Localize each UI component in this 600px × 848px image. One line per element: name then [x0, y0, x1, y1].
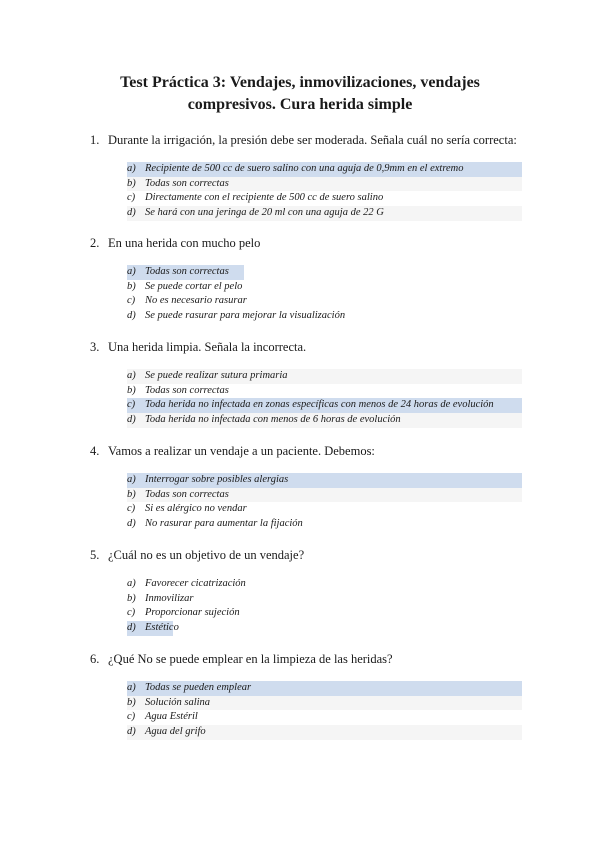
question-4 — [90, 443, 530, 532]
option-label: b) — [127, 384, 136, 396]
option-label: d) — [127, 726, 136, 738]
option-text: Recipiente de 500 cc de suero salino con una aguja de 0,9mm en el extremo — [145, 163, 464, 174]
option-text: Solución salina — [145, 696, 211, 708]
option-c[interactable] — [127, 710, 522, 725]
question-1 — [90, 132, 530, 221]
answer-options — [127, 681, 530, 740]
option-c-selected[interactable] — [127, 398, 522, 413]
option-text: Estético — [145, 622, 179, 634]
option-label: c) — [127, 711, 136, 723]
option-text: Todas son correctas — [145, 488, 229, 500]
option-d[interactable] — [127, 206, 522, 221]
option-text: Interrogar sobre posibles alergias — [145, 474, 289, 485]
option-c[interactable] — [127, 294, 522, 309]
question-number: 6. — [90, 652, 100, 666]
option-label: b) — [127, 592, 136, 604]
answer-options — [127, 369, 530, 428]
option-d[interactable] — [127, 517, 522, 532]
title-line-1: Test Práctica 3: Vendajes, inmovilizaciones, vendajes — [120, 74, 480, 91]
option-c[interactable] — [127, 502, 522, 517]
option-b[interactable] — [127, 488, 522, 503]
question-5 — [90, 547, 530, 636]
answer-options — [127, 577, 530, 636]
question-text: ¿Cuál no es un objetivo de un vendaje? — [108, 548, 305, 562]
option-label: d) — [127, 518, 136, 530]
option-label: c) — [127, 295, 136, 307]
option-d[interactable] — [127, 309, 522, 324]
question-2 — [90, 235, 530, 324]
question-6 — [90, 651, 530, 740]
option-c[interactable] — [127, 606, 522, 621]
question-text: Una herida limpia. Señala la incorrecta. — [108, 340, 307, 354]
option-text: Proporcionar sujeción — [145, 607, 240, 619]
option-text: Se puede cortar el pelo — [145, 280, 243, 292]
question-number: 5. — [90, 548, 100, 562]
option-a-selected[interactable] — [127, 265, 244, 280]
question-number: 2. — [90, 236, 100, 250]
option-text: Toda herida no infectada en zonas específicas con menos de 24 horas de evolución — [145, 399, 494, 411]
option-text: Se hará con una jeringa de 20 ml con una aguja de 22 G — [145, 207, 384, 219]
option-b[interactable] — [127, 177, 522, 192]
option-text: Toda herida no infectada con menos de 6 horas de evolución — [145, 414, 401, 426]
option-text: Si es alérgico no vendar — [145, 503, 247, 515]
option-label: d) — [127, 310, 136, 322]
document-title — [60, 72, 540, 116]
option-text: Se puede realizar sutura primaria — [145, 370, 288, 381]
option-b[interactable] — [127, 280, 522, 295]
option-a[interactable] — [127, 369, 522, 384]
option-text: Todas son correctas — [145, 384, 229, 396]
option-label: b) — [127, 488, 136, 500]
question-number: 1. — [90, 133, 100, 147]
answer-options — [127, 265, 530, 324]
option-label: c) — [127, 399, 136, 411]
option-label: d) — [127, 207, 136, 219]
question-3 — [90, 339, 530, 428]
answer-options — [127, 162, 530, 221]
option-text: Se puede rasurar para mejorar la visualización — [145, 310, 346, 322]
option-text: No es necesario rasurar — [145, 295, 247, 307]
option-a-selected[interactable] — [127, 681, 522, 696]
option-label: c) — [127, 192, 136, 204]
option-label: b) — [127, 177, 136, 189]
option-d[interactable] — [127, 413, 522, 428]
option-label: b) — [127, 696, 136, 708]
option-text: Todas se pueden emplear — [145, 682, 252, 693]
option-text: Favorecer cicatrización — [145, 578, 246, 589]
option-d-selected[interactable] — [127, 621, 179, 636]
title-line-2: compresivos. Cura herida simple — [187, 96, 413, 113]
question-text: En una herida con mucho pelo — [108, 236, 261, 250]
question-number: 4. — [90, 444, 100, 458]
option-c[interactable] — [127, 191, 522, 206]
option-label: d) — [127, 414, 136, 426]
option-label: a) — [127, 370, 136, 381]
option-b[interactable] — [127, 592, 522, 607]
option-b[interactable] — [127, 696, 522, 711]
option-a-selected[interactable] — [127, 162, 522, 177]
question-text: ¿Qué No se puede emplear en la limpieza de las heridas? — [108, 652, 393, 666]
option-label: a) — [127, 682, 136, 693]
option-label: a) — [127, 266, 136, 277]
option-text: Agua Estéril — [145, 711, 198, 723]
option-label: d) — [127, 622, 136, 634]
option-text: Directamente con el recipiente de 500 cc de suero salino — [145, 192, 384, 204]
question-number: 3. — [90, 340, 100, 354]
question-text: Durante la irrigación, la presión debe ser moderada. Señala cuál no sería correcta: — [108, 133, 517, 147]
option-label: a) — [127, 474, 136, 485]
option-text: Agua del grifo — [145, 726, 206, 738]
option-label: b) — [127, 280, 136, 292]
option-label: c) — [127, 503, 136, 515]
option-text: Inmovilizar — [145, 592, 194, 604]
option-text: Todas son correctas — [145, 177, 229, 189]
option-text: No rasurar para aumentar la fijación — [145, 518, 303, 530]
option-a-selected[interactable] — [127, 473, 522, 488]
option-label: c) — [127, 607, 136, 619]
answer-options — [127, 473, 530, 532]
option-a[interactable] — [127, 577, 522, 592]
option-b[interactable] — [127, 384, 522, 399]
question-text: Vamos a realizar un vendaje a un paciente. Debemos: — [108, 444, 375, 458]
option-text: Todas son correctas — [145, 266, 229, 277]
option-label: a) — [127, 578, 136, 589]
option-label: a) — [127, 163, 136, 174]
option-d[interactable] — [127, 725, 522, 740]
